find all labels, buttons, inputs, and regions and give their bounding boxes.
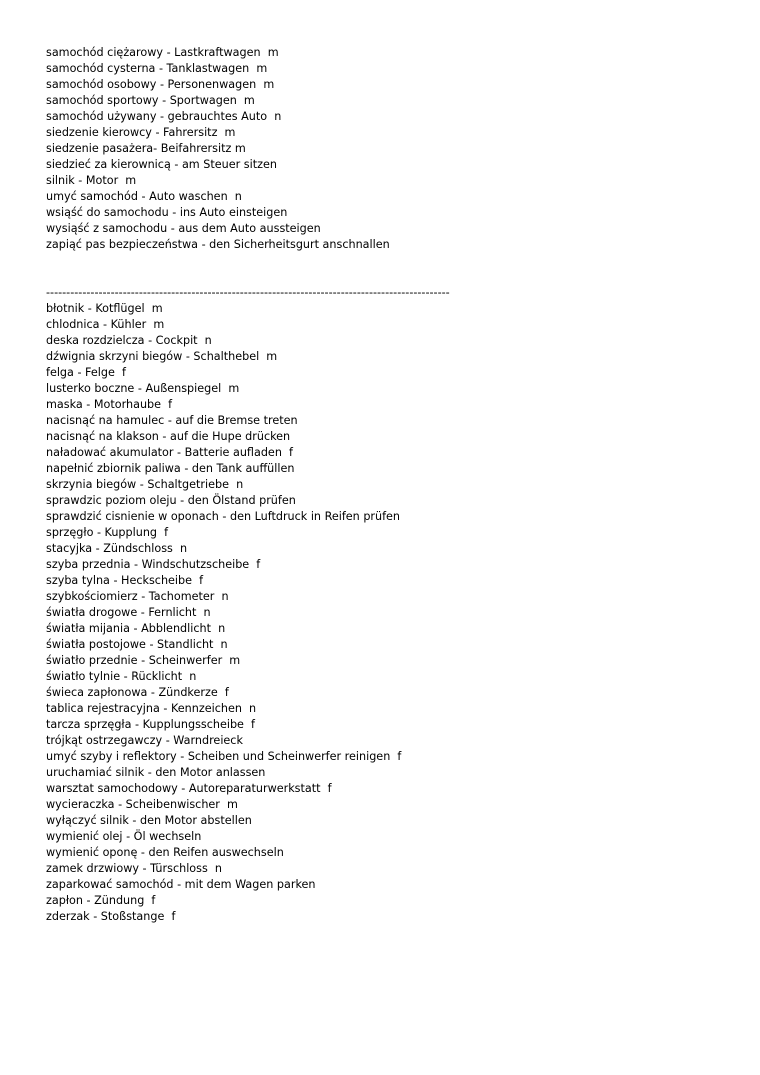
vocabulary-entry: warsztat samochodowy - Autoreparaturwerkstatt f: [46, 782, 332, 795]
vocabulary-entry: siedzieć za kierownicą - am Steuer sitzen: [46, 158, 277, 171]
vocabulary-entry: felga - Felge f: [46, 366, 126, 379]
vocabulary-entry: szybkościomierz - Tachometer n: [46, 590, 229, 603]
document-page: [46, 45, 736, 925]
vocabulary-entry: nacisnąć na hamulec - auf die Bremse treten: [46, 414, 298, 427]
vocabulary-entry: światła postojowe - Standlicht n: [46, 638, 228, 651]
vocabulary-entry: uruchamiać silnik - den Motor anlassen: [46, 766, 266, 779]
vocabulary-entry: umyć samochód - Auto waschen n: [46, 190, 242, 203]
vocabulary-entry: wyłączyć silnik - den Motor abstellen: [46, 814, 252, 827]
vocabulary-entry: naładować akumulator - Batterie aufladen f: [46, 446, 293, 459]
vocabulary-entry: samochód ciężarowy - Lastkraftwagen m: [46, 46, 279, 59]
vocabulary-entry: wycieraczka - Scheibenwischer m: [46, 798, 238, 811]
vocabulary-entry: samochód osobowy - Personenwagen m: [46, 78, 275, 91]
vocabulary-entry: wsiąść do samochodu - ins Auto einsteigen: [46, 206, 288, 219]
vocabulary-entry: zderzak - Stoßstange f: [46, 910, 176, 923]
vocabulary-entry: szyba tylna - Heckscheibe f: [46, 574, 204, 587]
vocabulary-entry: samochód sportowy - Sportwagen m: [46, 94, 255, 107]
vocabulary-list-car-parts: [46, 301, 736, 925]
vocabulary-entry: sprzęgło - Kupplung f: [46, 526, 169, 539]
vocabulary-entry: deska rozdzielcza - Cockpit n: [46, 334, 212, 347]
vocabulary-entry: tablica rejestracyjna - Kennzeichen n: [46, 702, 257, 715]
vocabulary-entry: lusterko boczne - Außenspiegel m: [46, 382, 240, 395]
vocabulary-entry: maska - Motorhaube f: [46, 398, 173, 411]
vocabulary-entry: dźwignia skrzyni biegów - Schalthebel m: [46, 350, 278, 363]
vocabulary-entry: trójkąt ostrzegawczy - Warndreieck: [46, 734, 243, 747]
vocabulary-entry: silnik - Motor m: [46, 174, 137, 187]
vocabulary-entry: wymienić olej - Öl wechseln: [46, 830, 202, 843]
vocabulary-entry: wymienić oponę - den Reifen auswechseln: [46, 846, 284, 859]
vocabulary-entry: chlodnica - Kühler m: [46, 318, 165, 331]
vocabulary-entry: błotnik - Kotflügel m: [46, 302, 163, 315]
vocabulary-entry: siedzenie kierowcy - Fahrersitz m: [46, 126, 236, 139]
vocabulary-entry: sprawdzic poziom oleju - den Ölstand prüfen: [46, 494, 296, 507]
vocabulary-entry: samochód cysterna - Tanklastwagen m: [46, 62, 268, 75]
vocabulary-entry: zaparkować samochód - mit dem Wagen parken: [46, 878, 316, 891]
vocabulary-entry: tarcza sprzęgła - Kupplungsscheibe f: [46, 718, 255, 731]
vocabulary-entry: nacisnąć na klakson - auf die Hupe drücken: [46, 430, 291, 443]
vocabulary-entry: skrzynia biegów - Schaltgetriebe n: [46, 478, 244, 491]
section-divider: ----------------------------------------------------------------------------------------------------: [46, 286, 450, 299]
vocabulary-entry: szyba przednia - Windschutzscheibe f: [46, 558, 261, 571]
vocabulary-entry: zapłon - Zündung f: [46, 894, 156, 907]
vocabulary-entry: światła mijania - Abblendlicht n: [46, 622, 226, 635]
vocabulary-entry: świeca zapłonowa - Zündkerze f: [46, 686, 229, 699]
vocabulary-entry: napełnić zbiornik paliwa - den Tank auffüllen: [46, 462, 295, 475]
section-gap: [46, 253, 736, 285]
vocabulary-entry: samochód używany - gebrauchtes Auto n: [46, 110, 282, 123]
vocabulary-entry: zapiąć pas bezpieczeństwa - den Sicherheitsgurt anschnallen: [46, 238, 390, 251]
vocabulary-entry: sprawdzić cisnienie w oponach - den Luftdruck in Reifen prüfen: [46, 510, 401, 523]
vocabulary-entry: siedzenie pasażera- Beifahrersitz m: [46, 142, 246, 155]
vocabulary-entry: stacyjka - Zündschloss n: [46, 542, 188, 555]
vocabulary-entry: zamek drzwiowy - Türschloss n: [46, 862, 223, 875]
vocabulary-entry: wysiąść z samochodu - aus dem Auto aussteigen: [46, 222, 321, 235]
vocabulary-entry: światło przednie - Scheinwerfer m: [46, 654, 241, 667]
vocabulary-entry: światło tylnie - Rücklicht n: [46, 670, 197, 683]
vocabulary-list-vehicles: [46, 45, 736, 253]
vocabulary-entry: światła drogowe - Fernlicht n: [46, 606, 211, 619]
vocabulary-entry: umyć szyby i reflektory - Scheiben und Scheinwerfer reinigen f: [46, 750, 402, 763]
